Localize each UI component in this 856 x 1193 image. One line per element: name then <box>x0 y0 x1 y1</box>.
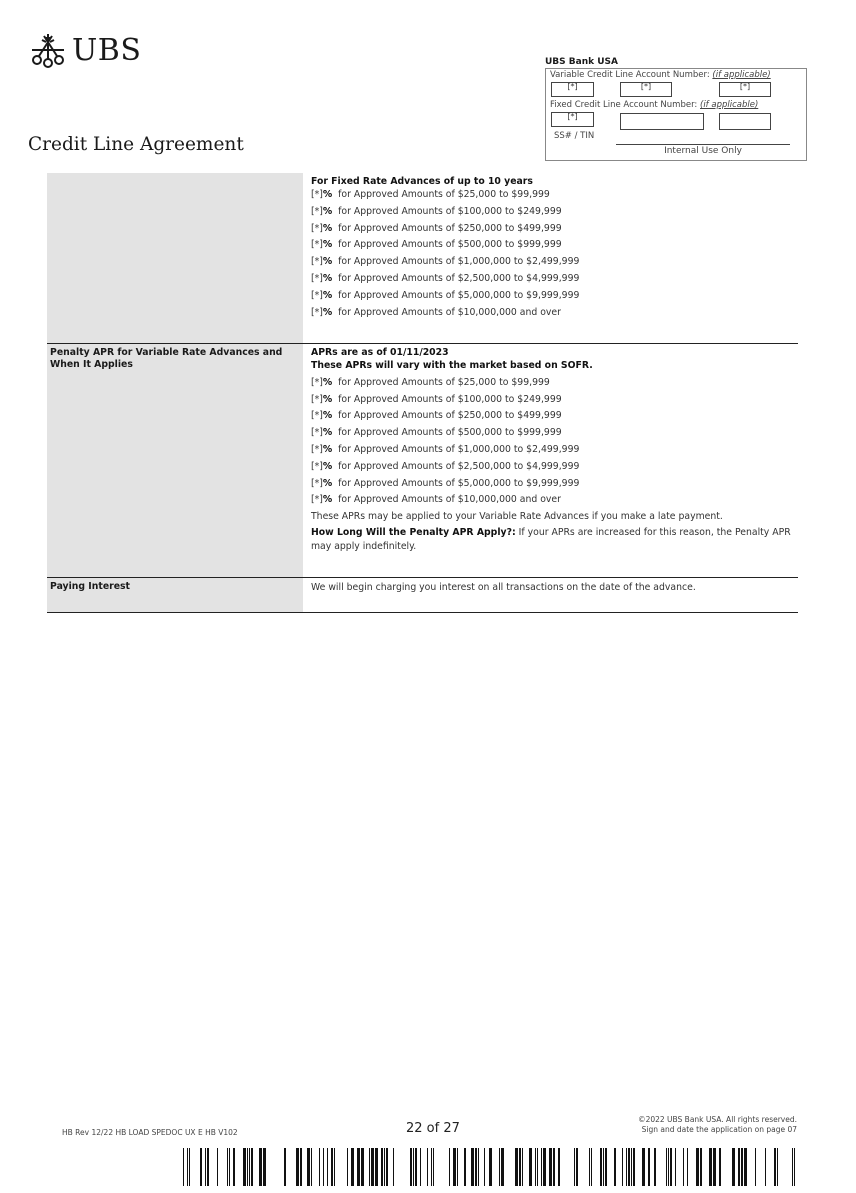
penalty-duration-paragraph <box>311 526 796 554</box>
barcode-bar <box>227 1148 228 1186</box>
apr-vary-note: These APRs will vary with the market based on SOFR. <box>311 360 593 371</box>
barcode-bar <box>200 1148 202 1186</box>
rate-tier-text: for Approved Amounts of $250,000 to $499,999 <box>338 222 562 234</box>
penalty-apr-content <box>303 344 798 577</box>
rate-placeholder: [*] <box>311 272 323 284</box>
fixed-rate-heading: For Fixed Rate Advances of up to 10 years <box>311 176 533 187</box>
account-info-box <box>545 57 807 160</box>
barcode-bar <box>719 1148 721 1186</box>
rate-placeholder: [*] <box>311 376 323 388</box>
penalty-apr-label: Penalty APR for Variable Rate Advances and When It Applies <box>47 344 303 577</box>
rate-tier-text: for Approved Amounts of $100,000 to $249,999 <box>338 393 562 405</box>
barcode-bar <box>700 1148 702 1186</box>
barcode-bar <box>519 1148 521 1186</box>
barcode-bar <box>300 1148 302 1186</box>
barcode-bar <box>541 1148 542 1186</box>
barcode-bar <box>217 1148 218 1186</box>
barcode-bar <box>713 1148 716 1186</box>
paying-interest-text: We will begin charging you interest on all transactions on the date of the advance. <box>311 582 696 593</box>
rate-line <box>311 221 798 238</box>
rate-placeholder: [*] <box>311 460 323 472</box>
penalty-rate-list <box>311 375 796 509</box>
fixed-rate-row <box>47 173 798 343</box>
terms-table <box>47 173 798 613</box>
percent-sign: % <box>322 460 333 472</box>
barcode-bar <box>574 1148 575 1186</box>
rate-line <box>311 271 798 288</box>
barcode-bar <box>654 1148 656 1186</box>
barcode-bar <box>413 1148 414 1186</box>
percent-sign: % <box>322 393 333 405</box>
rate-placeholder: [*] <box>311 410 323 422</box>
barcode-bar <box>642 1148 645 1186</box>
copyright-text: ©2022 UBS Bank USA. All rights reserved. <box>638 1115 797 1124</box>
variable-account-field-1[interactable]: [*] <box>551 82 594 97</box>
barcode-bar <box>183 1148 184 1186</box>
rate-line <box>311 375 796 392</box>
barcode-bar <box>464 1148 466 1186</box>
ubs-keys-icon <box>28 30 68 70</box>
page-number: 22 of 27 <box>406 1121 460 1136</box>
percent-sign: % <box>322 443 333 455</box>
rate-tier-text: for Approved Amounts of $25,000 to $99,999 <box>338 376 550 388</box>
account-number-form <box>545 68 807 160</box>
barcode-bar <box>605 1148 607 1186</box>
rate-tier-text: for Approved Amounts of $1,000,000 to $2,499,999 <box>338 256 580 268</box>
barcode-bar <box>553 1148 555 1186</box>
rate-tier-text: for Approved Amounts of $25,000 to $99,999 <box>338 189 550 200</box>
barcode-bar <box>357 1148 360 1186</box>
barcode-bar <box>331 1148 333 1186</box>
barcode-bar <box>243 1148 246 1186</box>
rate-tier-text: for Approved Amounts of $500,000 to $999,999 <box>338 239 562 251</box>
rate-tier-text: for Approved Amounts of $100,000 to $249,999 <box>338 205 562 217</box>
barcode-bar <box>777 1148 778 1186</box>
barcode-bar <box>600 1148 602 1186</box>
barcode-bar <box>233 1148 235 1186</box>
rate-line <box>311 254 798 271</box>
barcode-bar <box>549 1148 552 1186</box>
barcode-bar <box>307 1148 310 1186</box>
barcode-bar <box>247 1148 248 1186</box>
barcode-bar <box>614 1148 616 1186</box>
barcode-bar <box>626 1148 627 1186</box>
header-rule <box>545 160 807 161</box>
barcode-bar <box>457 1148 458 1186</box>
percent-sign: % <box>322 306 333 318</box>
rate-placeholder: [*] <box>311 222 323 234</box>
fixed-account-field[interactable]: [*] <box>551 112 594 127</box>
rate-tier-text: for Approved Amounts of $5,000,000 to $9,999,999 <box>338 289 580 301</box>
barcode-bar <box>205 1148 206 1186</box>
bank-name: UBS Bank USA <box>545 57 618 67</box>
barcode-bar <box>543 1148 546 1186</box>
barcode-bar <box>323 1148 324 1186</box>
barcode-bar <box>375 1148 378 1186</box>
barcode-bar <box>732 1148 735 1186</box>
fixed-account-field-2[interactable] <box>620 113 704 130</box>
barcode-bar <box>189 1148 190 1186</box>
rate-tier-text: for Approved Amounts of $1,000,000 to $2,499,999 <box>338 443 580 455</box>
rate-line <box>311 237 798 254</box>
barcode-bar <box>453 1148 456 1186</box>
fixed-account-field-3[interactable] <box>719 113 771 130</box>
rate-placeholder: [*] <box>311 289 323 301</box>
barcode-bar <box>207 1148 209 1186</box>
fixed-account-hint: (if applicable) <box>700 100 759 110</box>
document-title: Credit Line Agreement <box>28 134 244 155</box>
penalty-duration-answer: If your APRs are increased for this reason, the Penalty APR may apply indefinitely. <box>311 526 791 552</box>
rate-line <box>311 425 796 442</box>
rate-placeholder: [*] <box>311 256 323 268</box>
barcode-bar <box>744 1148 747 1186</box>
barcode-bar <box>765 1148 766 1186</box>
rate-placeholder: [*] <box>311 477 323 489</box>
percent-sign: % <box>322 494 333 506</box>
sign-date-note: Sign and date the application on page 07 <box>641 1125 797 1134</box>
barcode-bar <box>351 1148 354 1186</box>
barcode-bar <box>535 1148 536 1186</box>
barcode-image <box>183 1148 795 1186</box>
internal-use-label: Internal Use Only <box>616 144 790 156</box>
rate-tier-text: for Approved Amounts of $10,000,000 and over <box>338 306 561 318</box>
percent-sign: % <box>322 477 333 489</box>
rate-placeholder: [*] <box>311 443 323 455</box>
percent-sign: % <box>322 189 333 200</box>
barcode-bar <box>666 1148 667 1186</box>
barcode-bar <box>475 1148 477 1186</box>
barcode-bar <box>449 1148 450 1186</box>
barcode-bar <box>263 1148 266 1186</box>
variable-account-hint: (if applicable) <box>712 70 771 80</box>
barcode-bar <box>792 1148 793 1186</box>
barcode-bar <box>420 1148 421 1186</box>
percent-sign: % <box>322 289 333 301</box>
barcode-bar <box>229 1148 230 1186</box>
barcode-bar <box>794 1148 795 1186</box>
barcode-bar <box>361 1148 364 1186</box>
barcode-bar <box>369 1148 370 1186</box>
barcode-bar <box>499 1148 500 1186</box>
percent-sign: % <box>322 256 333 268</box>
ssn-tin-label: SS# / TIN <box>554 131 595 141</box>
barcode-bar <box>327 1148 328 1186</box>
barcode-bar <box>386 1148 388 1186</box>
barcode-bar <box>319 1148 320 1186</box>
barcode-bar <box>687 1148 688 1186</box>
rate-tier-text: for Approved Amounts of $250,000 to $499,999 <box>338 410 562 422</box>
barcode-bar <box>774 1148 776 1186</box>
penalty-apr-row <box>47 344 798 577</box>
percent-sign: % <box>322 205 333 217</box>
barcode-bar <box>431 1148 432 1186</box>
fixed-rate-list <box>311 187 798 321</box>
penalty-applies-text: These APRs may be applied to your Variable Rate Advances if you make a late payment. <box>311 511 723 523</box>
barcode-bar <box>529 1148 532 1186</box>
percent-sign: % <box>322 239 333 251</box>
rate-tier-text: for Approved Amounts of $2,500,000 to $4,999,999 <box>338 272 580 284</box>
barcode-bar <box>334 1148 335 1186</box>
barcode-bar <box>633 1148 635 1186</box>
barcode-bar <box>427 1148 428 1186</box>
variable-account-label: Variable Credit Line Account Number: <box>550 70 710 80</box>
barcode-bar <box>381 1148 383 1186</box>
rate-line <box>311 442 796 459</box>
barcode-bar <box>648 1148 650 1186</box>
rate-line <box>311 392 796 409</box>
barcode-bar <box>187 1148 188 1186</box>
barcode-bar <box>515 1148 518 1186</box>
rate-placeholder: [*] <box>311 306 323 318</box>
rate-line <box>311 305 798 322</box>
barcode-bar <box>589 1148 590 1186</box>
rate-placeholder: [*] <box>311 205 323 217</box>
barcode-bar <box>259 1148 262 1186</box>
table-end-rule <box>47 612 798 613</box>
rate-placeholder: [*] <box>311 494 323 506</box>
form-identifier: HB Rev 12/22 HB LOAD SPEDOC UX E HB V102 <box>62 1128 238 1137</box>
rate-tier-text: for Approved Amounts of $10,000,000 and over <box>338 494 561 506</box>
barcode-bar <box>522 1148 523 1186</box>
rate-tier-text: for Approved Amounts of $5,000,000 to $9,999,999 <box>338 477 580 489</box>
percent-sign: % <box>322 427 333 439</box>
barcode-bar <box>696 1148 699 1186</box>
barcode-bar <box>709 1148 712 1186</box>
barcode-bar <box>415 1148 417 1186</box>
barcode-bar <box>384 1148 385 1186</box>
barcode-bar <box>558 1148 560 1186</box>
barcode-bar <box>251 1148 253 1186</box>
barcode-bar <box>683 1148 684 1186</box>
barcode-bar <box>591 1148 592 1186</box>
variable-account-field-2[interactable]: [*] <box>620 82 672 97</box>
barcode-bar <box>741 1148 743 1186</box>
rate-placeholder: [*] <box>311 189 323 200</box>
barcode-bar <box>296 1148 299 1186</box>
paying-interest-label: Paying Interest <box>47 578 303 612</box>
fixed-rate-label-cell <box>47 173 303 343</box>
percent-sign: % <box>322 222 333 234</box>
barcode-bar <box>433 1148 434 1186</box>
penalty-duration-question: How Long Will the Penalty APR Apply?: <box>311 526 516 538</box>
variable-account-label-row <box>550 70 771 80</box>
percent-sign: % <box>322 376 333 388</box>
percent-sign: % <box>322 272 333 284</box>
rate-placeholder: [*] <box>311 393 323 405</box>
barcode-bar <box>311 1148 312 1186</box>
rate-line <box>311 187 798 204</box>
barcode-bar <box>249 1148 250 1186</box>
rate-tier-text: for Approved Amounts of $500,000 to $999,999 <box>338 427 562 439</box>
barcode-bar <box>668 1148 669 1186</box>
barcode-bar <box>622 1148 623 1186</box>
barcode-bar <box>489 1148 492 1186</box>
barcode-bar <box>501 1148 504 1186</box>
barcode-bar <box>478 1148 479 1186</box>
rate-line <box>311 459 796 476</box>
apr-as-of-date: APRs are as of 01/11/2023 <box>311 347 449 358</box>
rate-placeholder: [*] <box>311 427 323 439</box>
barcode-bar <box>738 1148 740 1186</box>
barcode-bar <box>675 1148 676 1186</box>
fixed-account-label-row <box>550 100 758 110</box>
rate-placeholder: [*] <box>311 239 323 251</box>
rate-line <box>311 476 796 493</box>
variable-account-field-3[interactable]: [*] <box>719 82 771 97</box>
barcode-bar <box>347 1148 348 1186</box>
barcode-bar <box>284 1148 286 1186</box>
barcode-bar <box>576 1148 578 1186</box>
percent-sign: % <box>322 410 333 422</box>
fixed-rate-content <box>303 173 798 343</box>
paying-interest-row <box>47 578 798 612</box>
barcode-bar <box>628 1148 630 1186</box>
barcode-bar <box>755 1148 756 1186</box>
rate-line <box>311 408 796 425</box>
rate-line <box>311 492 796 509</box>
ubs-logo <box>28 30 141 70</box>
barcode-bar <box>371 1148 374 1186</box>
brand-name: UBS <box>72 32 142 68</box>
barcode-bar <box>484 1148 485 1186</box>
rate-line <box>311 288 798 305</box>
barcode-bar <box>603 1148 604 1186</box>
barcode-bar <box>537 1148 538 1186</box>
footer-notes <box>638 1115 797 1135</box>
fixed-account-label: Fixed Credit Line Account Number: <box>550 100 698 110</box>
rate-line <box>311 204 798 221</box>
barcode-bar <box>631 1148 632 1186</box>
barcode-bar <box>670 1148 672 1186</box>
barcode-bar <box>393 1148 394 1186</box>
rate-tier-text: for Approved Amounts of $2,500,000 to $4,999,999 <box>338 460 580 472</box>
barcode-bar <box>471 1148 474 1186</box>
barcode-bar <box>410 1148 412 1186</box>
